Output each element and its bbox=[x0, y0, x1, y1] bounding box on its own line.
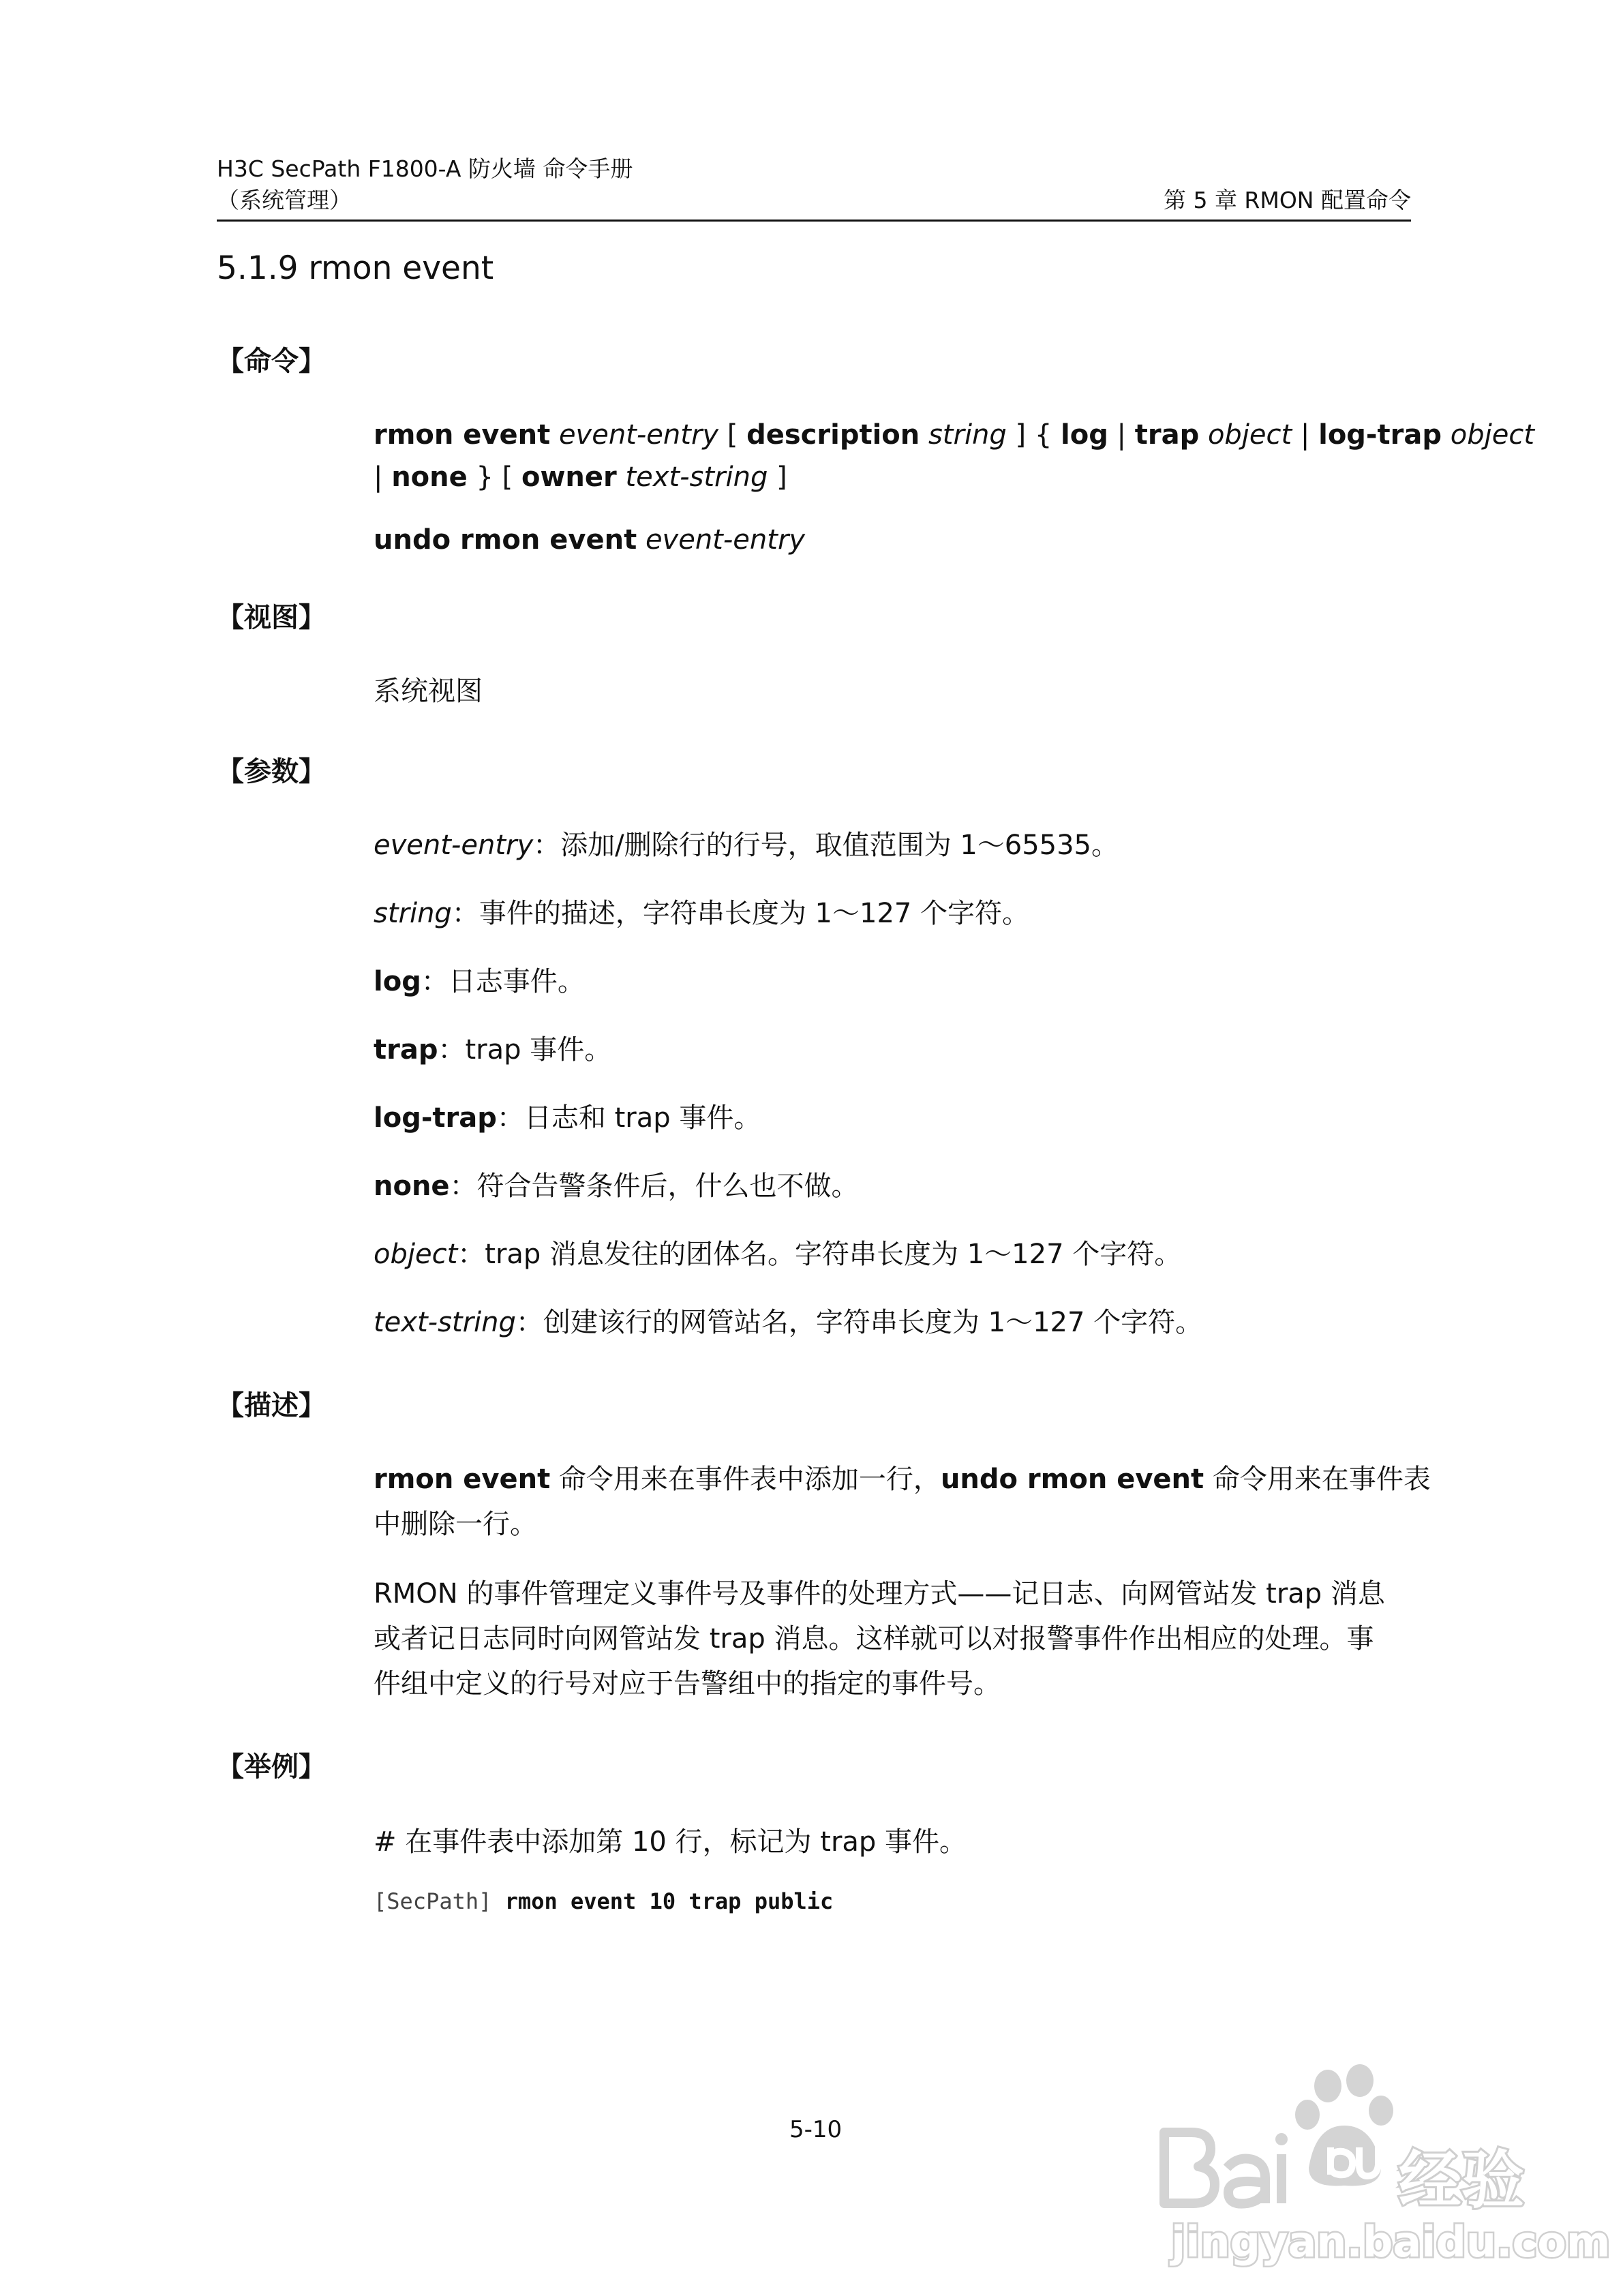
param-name: none bbox=[374, 1170, 450, 1202]
plain-text bbox=[550, 419, 559, 451]
section-title: 5.1.9 rmon event bbox=[217, 250, 494, 287]
param-name: event-entry bbox=[374, 830, 534, 861]
param-name: object bbox=[374, 1239, 458, 1270]
baidu-jingyan-watermark bbox=[1152, 2066, 1611, 2270]
paw-icon bbox=[1152, 2066, 1611, 2270]
watermark-url: jingyan.baidu.com bbox=[1171, 2217, 1611, 2267]
command-label: 【命令】 bbox=[217, 346, 326, 377]
plain-text: 命令用来在事件表中添加一行， bbox=[550, 1464, 941, 1495]
keyword-text: owner bbox=[521, 462, 617, 493]
plain-text: 命令用来在事件表 bbox=[1204, 1464, 1431, 1495]
argument-text: object bbox=[1207, 419, 1292, 451]
keyword-text: none bbox=[391, 462, 468, 493]
doc-header-title: H3C SecPath F1800-A 防火墙 命令手册 bbox=[217, 155, 633, 182]
description-p2-line2: 或者记日志同时向网管站发 trap 消息。这样就可以对报警事件作出相应的处理。事 bbox=[374, 1623, 1374, 1655]
keyword-text: log bbox=[1061, 419, 1108, 451]
description-p1-line2: 中删除一行。 bbox=[374, 1509, 537, 1540]
plain-text: | bbox=[374, 462, 392, 493]
keyword-text: rmon event bbox=[374, 419, 551, 451]
param-name: string bbox=[374, 898, 452, 929]
argument-text: event-entry bbox=[558, 419, 719, 451]
plain-text bbox=[920, 419, 928, 451]
plain-text: | bbox=[1108, 419, 1135, 451]
argument-text: string bbox=[928, 419, 1007, 451]
param-desc: ：trap 事件。 bbox=[438, 1034, 612, 1066]
command-syntax-line2 bbox=[374, 455, 787, 499]
param-item bbox=[374, 1096, 1202, 1164]
description-p2-line1: RMON 的事件管理定义事件号及事件的处理方式——记日志、向网管站发 trap 消息 bbox=[374, 1578, 1385, 1610]
keyword-text: undo rmon event bbox=[374, 524, 637, 556]
view-label: 【视图】 bbox=[217, 602, 326, 633]
param-item bbox=[374, 1164, 1202, 1233]
example-comment: # 在事件表中添加第 10 行，标记为 trap 事件。 bbox=[374, 1826, 967, 1858]
param-name: log bbox=[374, 966, 421, 997]
param-item bbox=[374, 824, 1202, 892]
description-p2-line3: 件组中定义的行号对应于告警组中的指定的事件号。 bbox=[374, 1668, 1001, 1700]
doc-header-chapter: 第 5 章 RMON 配置命令 bbox=[1163, 187, 1411, 213]
param-desc: ：日志和 trap 事件。 bbox=[496, 1102, 761, 1134]
param-name: trap bbox=[374, 1034, 438, 1066]
param-desc: ：日志事件。 bbox=[421, 966, 585, 997]
view-text: 系统视图 bbox=[374, 676, 483, 707]
plain-text: ] bbox=[768, 462, 787, 493]
argument-text: event-entry bbox=[645, 524, 806, 556]
code-command: rmon event 10 trap public bbox=[504, 1888, 834, 1914]
plain-text: } [ bbox=[467, 462, 521, 493]
params-list bbox=[374, 824, 1202, 1369]
header-rule bbox=[217, 220, 1411, 222]
plain-text bbox=[637, 524, 646, 556]
svg-text:经验: 经验 bbox=[1399, 2144, 1525, 2217]
argument-text: text-string bbox=[625, 462, 768, 493]
description-label: 【描述】 bbox=[217, 1390, 326, 1421]
plain-text bbox=[1199, 419, 1208, 451]
doc-header-subtitle: （系统管理） bbox=[217, 187, 352, 213]
params-label: 【参数】 bbox=[217, 756, 326, 787]
param-item bbox=[374, 960, 1202, 1028]
param-name: text-string bbox=[374, 1307, 516, 1338]
undo-command-syntax bbox=[374, 518, 805, 562]
param-desc: ：事件的描述，字符串长度为 1～127 个字符。 bbox=[451, 898, 1030, 929]
command-syntax-line1 bbox=[374, 413, 1534, 457]
plain-text: ] { bbox=[1006, 419, 1061, 451]
plain-text bbox=[1442, 419, 1451, 451]
plain-text: [ bbox=[718, 419, 747, 451]
param-item bbox=[374, 892, 1202, 960]
plain-text: | bbox=[1292, 419, 1319, 451]
plain-text bbox=[617, 462, 626, 493]
keyword-text: undo rmon event bbox=[940, 1464, 1204, 1495]
param-desc: ：trap 消息发往的团体名。字符串长度为 1～127 个字符。 bbox=[457, 1239, 1182, 1270]
param-desc: ：添加/删除行的行号，取值范围为 1～65535。 bbox=[533, 830, 1119, 861]
code-prompt: [SecPath] bbox=[374, 1888, 492, 1914]
param-desc: ：创建该行的网管站名，字符串长度为 1～127 个字符。 bbox=[515, 1307, 1203, 1338]
keyword-text: log-trap bbox=[1318, 419, 1442, 451]
param-desc: ：符合告警条件后，什么也不做。 bbox=[449, 1170, 859, 1202]
example-label: 【举例】 bbox=[217, 1751, 326, 1783]
param-item bbox=[374, 1028, 1202, 1096]
page-number: 5-10 bbox=[789, 2116, 843, 2143]
param-name: log-trap bbox=[374, 1102, 497, 1134]
keyword-text: rmon event bbox=[374, 1464, 551, 1495]
keyword-text: trap bbox=[1134, 419, 1200, 451]
keyword-text: description bbox=[746, 419, 920, 451]
example-code bbox=[374, 1888, 833, 1914]
param-item bbox=[374, 1301, 1202, 1369]
description-p1-line1 bbox=[374, 1457, 1431, 1501]
param-item bbox=[374, 1233, 1202, 1301]
argument-text: object bbox=[1450, 419, 1534, 451]
